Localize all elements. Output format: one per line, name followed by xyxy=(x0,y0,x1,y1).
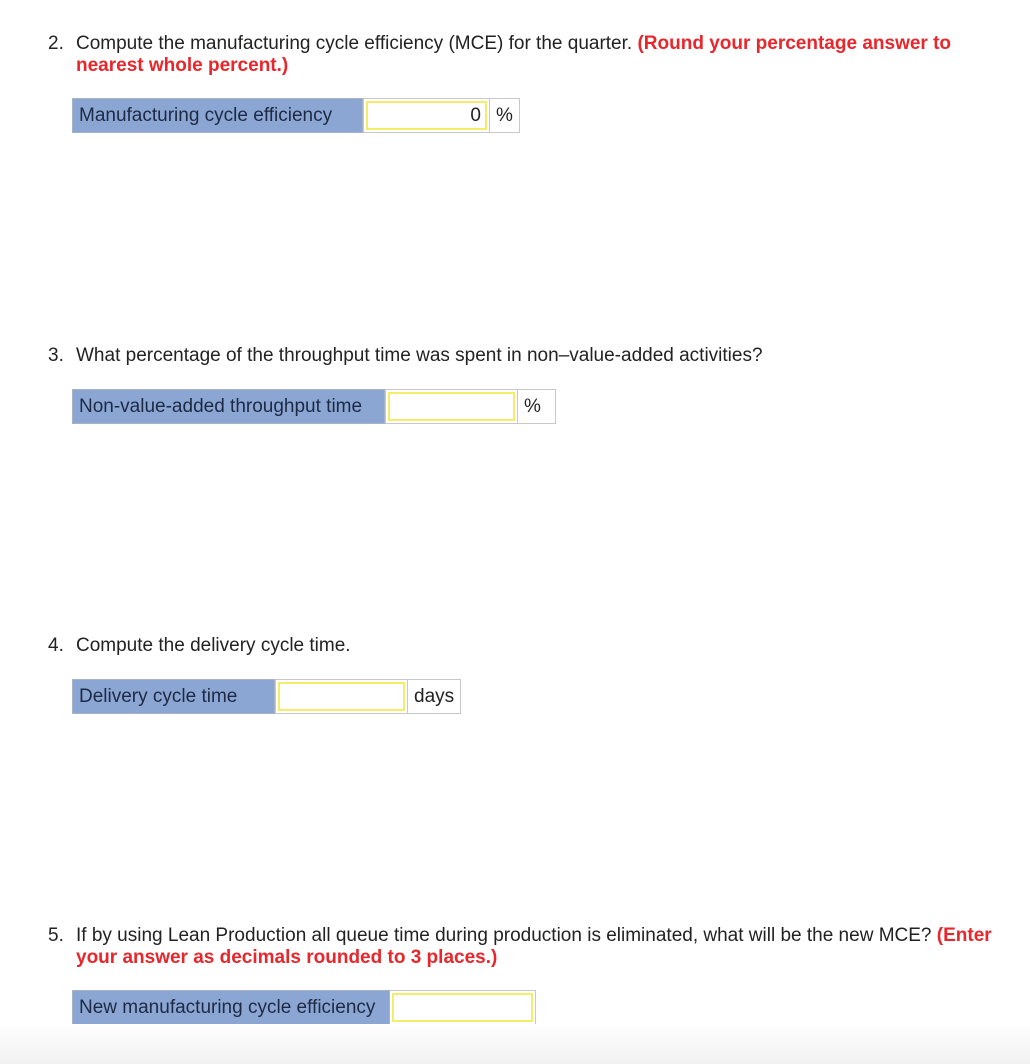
answer-input-cell xyxy=(363,98,490,133)
answer-input-cell xyxy=(385,389,518,424)
answer-row-mce xyxy=(72,98,520,133)
question-3 xyxy=(48,345,998,367)
page-bottom-shade xyxy=(0,1024,1030,1064)
answer-input-cell xyxy=(275,679,408,714)
unit-label: % xyxy=(490,98,520,133)
answer-label: Manufacturing cycle efficiency xyxy=(72,98,363,133)
question-instruction: (Round your percentage answer to nearest whole percent.) xyxy=(76,33,952,76)
answer-row-delivery-cycle xyxy=(72,679,461,714)
question-number: 3. xyxy=(48,345,64,366)
question-instruction: (Enter your answer as decimals rounded to 3 places.) xyxy=(76,925,992,968)
delivery-cycle-input[interactable] xyxy=(278,682,405,711)
question-4 xyxy=(48,635,998,657)
non-value-added-input[interactable] xyxy=(388,392,515,421)
question-5 xyxy=(48,925,998,969)
question-number: 5. xyxy=(48,925,64,946)
answer-input-cell xyxy=(390,990,536,1025)
question-text: If by using Lean Production all queue time during production is eliminated, what will be the new MCE? xyxy=(76,925,932,946)
answer-row-new-mce xyxy=(72,990,536,1025)
answer-label: Delivery cycle time xyxy=(72,679,275,714)
answer-label: Non-value-added throughput time xyxy=(72,389,385,424)
answer-row-non-value-added xyxy=(72,389,556,424)
question-number: 2. xyxy=(48,33,64,54)
question-text: Compute the delivery cycle time. xyxy=(76,635,351,656)
answer-label: New manufacturing cycle efficiency xyxy=(72,990,390,1025)
unit-label: days xyxy=(408,679,461,714)
question-text: What percentage of the throughput time was spent in non–value-added activities? xyxy=(76,345,763,366)
unit-label: % xyxy=(518,389,556,424)
new-mce-input[interactable] xyxy=(392,993,533,1022)
question-number: 4. xyxy=(48,635,64,656)
question-2 xyxy=(48,33,998,77)
question-text: Compute the manufacturing cycle efficiency (MCE) for the quarter. xyxy=(76,33,633,54)
mce-input[interactable] xyxy=(366,101,487,130)
